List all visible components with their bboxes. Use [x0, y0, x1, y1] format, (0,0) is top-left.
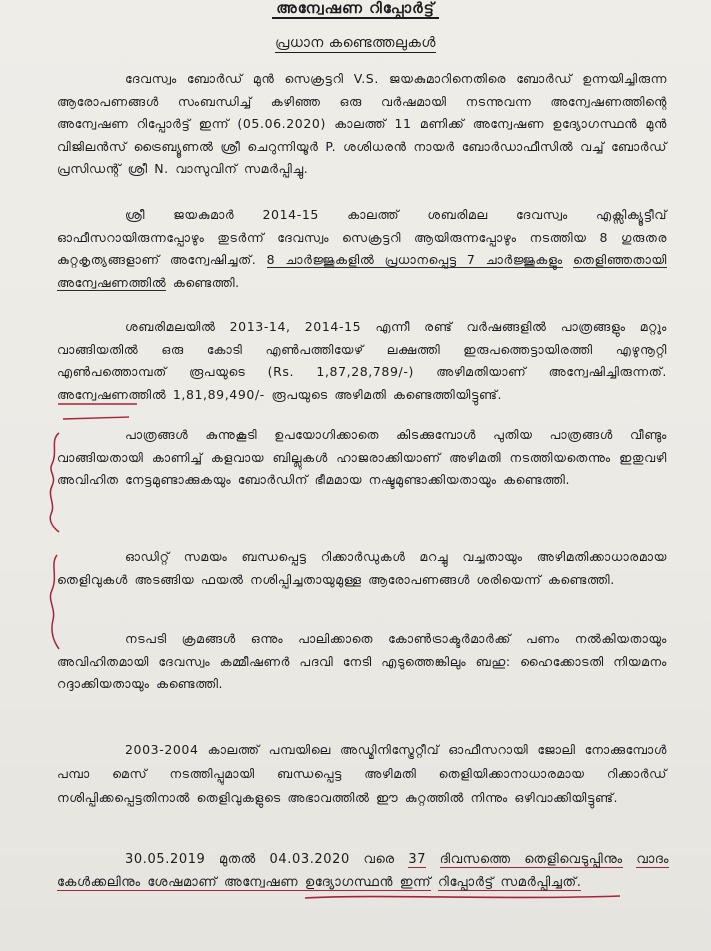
- paragraph-pampa: 2003-2004 കാലത്ത് പമ്പയിലെ അഡ്മിനിസ്ട്രേറ്റീവ് ഓഫീസറായി ജോലി നോക്കുമ്പോൾ പമ്പാ മെസ് നടത്തിപ്പുമായി ബന്ധപ്പെട്ട അഴിമതി തെളിയിക്കാനാധാരമായ റിക്കാർഡ് നശിപ്പിക്കപ്പെട്ടതിനാൽ തെളിവുകളുടെ അഭാവത്തിൽ ഈ കുറ്റത്തിൽ നിന്നും ഒഴിവാക്കിയിട്ടുണ്ട്.: [57, 742, 667, 805]
- charges-end: കണ്ടെത്തി.: [172, 274, 240, 290]
- margin-bracket-mark-2: [44, 552, 66, 652]
- paragraph-submission: ദേവസ്വം ബോർഡ് മുൻ സെക്രട്ടറി V.S. ജയകുമാറിനെതിരെ ബോർഡ് ഉന്നയിച്ചിരുന്ന ആരോപണങ്ങൾ സംബന്ധിച്ച് കഴിഞ്ഞ ഒരു വർഷമായി നടന്നുവന്ന അന്വേഷണത്തിന്റെ അന്വേഷണ റിപ്പോർട്ട് ഇന്ന് (05.06.2020) കാലത്ത് 11 മണിക്ക് അന്വേഷണ ഉദ്യോഗസ്ഥൻ മുൻ വിജിലൻസ് ട്രൈബ്യൂണൽ ശ്രീ ചെറുന്നിയൂർ P. ശശിധരൻ നായർ ബോർഡാഫീസിൽ വച്ച് ബോർഡ് പ്രസിഡന്റ് ശ്രീ N. വാസുവിന് സമർപ്പിച്ചു.: [57, 71, 667, 176]
- hearing-highlight-a: ദിവസത്തെ തെളിവെടുപ്പിനും: [439, 852, 623, 867]
- hearing-highlight-b: വാദം കേൾക്കലിനും ശേഷമാണ് അന്വേഷണ ഉദ്യോഗസ്ഥൻ ഇന്ന്: [57, 852, 670, 890]
- hearing-days: 37: [408, 852, 427, 867]
- amount-underline-mark: [55, 400, 145, 430]
- paragraph-hearing: [57, 848, 669, 894]
- document-subtitle: പ്രധാന കണ്ടെത്തലുകൾ: [275, 35, 436, 51]
- paragraph-charges: [57, 204, 667, 294]
- charges-highlight-b: തെളിഞ്ഞതായി അന്വേഷണത്തിൽ: [57, 252, 667, 290]
- paragraph-audit: ഓഡിറ്റ് സമയം ബന്ധപ്പെട്ട റിക്കാർഡുകൾ മറച്ചു വച്ചതായും അഴിമതിക്കാധാരമായ തെളിവുകൾ അടങ്ങിയ ഫയൽ നശിപ്പിച്ചതായുമുള്ള ആരോപണങ്ങൾ ശരിയെന്ന് കണ്ടെത്തി.: [57, 549, 667, 587]
- paragraph-vessels: പാത്രങ്ങൾ കുന്നുകൂടി ഉപയോഗിക്കാതെ കിടക്കുമ്പോൾ പുതിയ പാത്രങ്ങൾ വീണ്ടും വാങ്ങിയതായി കാണിച്ച് കളവായ ബില്ലുകൾ ഹാജരാക്കിയാണ് അഴിമതി നടത്തിയതെന്നും ഇതുവഴി അവിഹിത നേട്ടമുണ്ടാക്കുകയും ബോർഡിന് ഭീമമായ നഷ്ടമുണ്ടാക്കിയതായും കണ്ടെത്തി.: [57, 427, 667, 487]
- amount-text: ശബരിമലയിൽ 2013-14, 2014-15 എന്നീ രണ്ട് വർഷങ്ങളിൽ പാത്രങ്ങളും മറ്റും വാങ്ങിയതിൽ ഒരു കോടി എൺപത്തിയേഴ് ലക്ഷത്തി ഇരുപത്തെട്ടായിരത്തി എഴുനൂറ്റി എൺപത്തൊമ്പത് രൂപയുടെ (Rs. 1,87,28,789/-) അഴിമതിയാണ് അന്വേഷിച്ചിരുന്നത്. അന്വേഷണത്തിൽ: [57, 319, 667, 402]
- amount-end: രൂപയുടെ അഴിമതി കണ്ടെത്തിയിട്ടുണ്ട്.: [271, 386, 503, 402]
- hearing-highlight-c: റിപ്പോർട്ട് സമർപ്പിച്ചത്.: [437, 875, 582, 890]
- hearing-red-underline: [300, 890, 630, 906]
- paragraph-amount: [57, 316, 667, 406]
- paragraph-contractors: നടപടി ക്രമങ്ങൾ ഒന്നും പാലിക്കാതെ കോൺട്രാക്ടർമാർക്ക് പണം നൽകിയതായും അവിഹിതമായി ദേവസ്വം കമ്മീഷണർ പദവി നേടി എടുത്തെങ്കിലും ബഹു: ഹൈക്കോടതി നിയമനം റദ്ദാക്കിയതായും കണ്ടെത്തി.: [57, 631, 667, 691]
- charges-text: ശ്രീ ജയകുമാർ 2014-15 കാലത്ത് ശബരിമല ദേവസ്വം എക്സിക്യൂട്ടീവ് ഓഫീസറായിരുന്നപ്പോഴും തുടർന്ന് ദേവസ്വം സെക്രട്ടറി ആയിരുന്നപ്പോഴും നടത്തിയ 8 ഗുരുതര കുറ്റകൃത്യങ്ങളാണ് അന്വേഷിച്ചത്.: [57, 207, 667, 267]
- charges-highlight-a: 8 ചാർജ്ജുകളിൽ പ്രധാനപ്പെട്ട 7 ചാർജ്ജുകളും: [266, 252, 563, 267]
- amount-found: 1,81,89,490/-: [172, 386, 265, 402]
- hearing-dates: 30.05.2019 മുതൽ 04.03.2020 വരെ: [125, 852, 395, 867]
- document-title: അന്വേഷണ റിപ്പോർട്ട്: [0, 0, 711, 16]
- margin-bracket-mark: [44, 430, 66, 535]
